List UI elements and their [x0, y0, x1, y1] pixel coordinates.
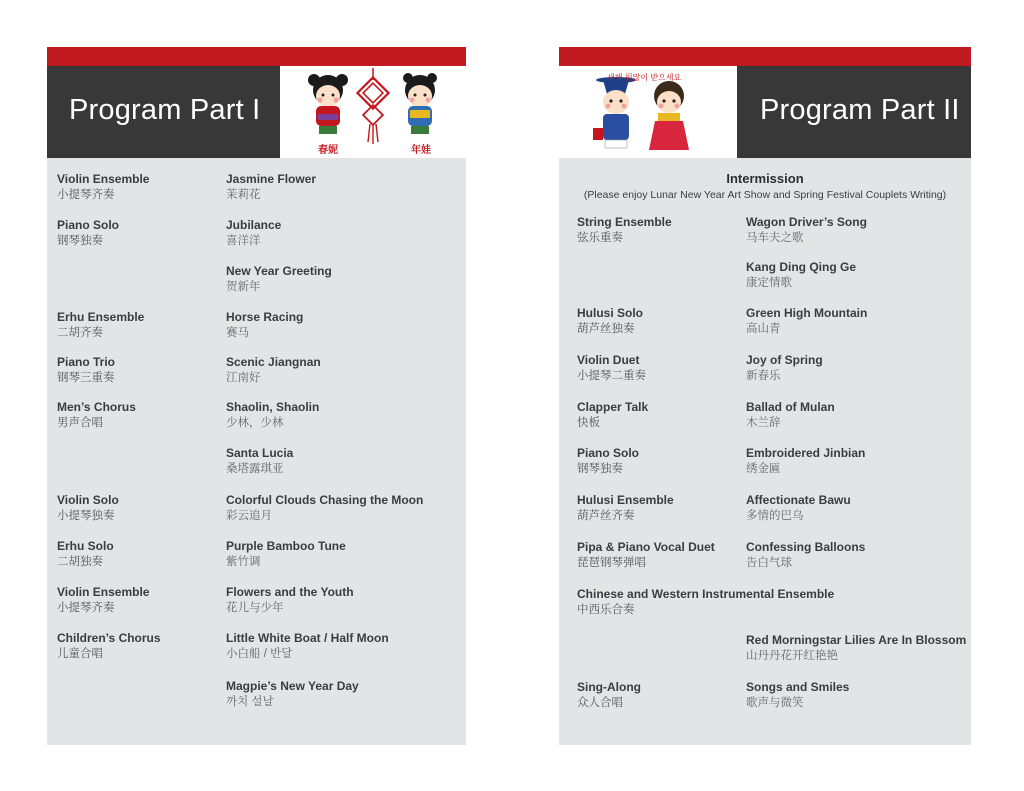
item-title-chinese: 中西乐合奏 — [577, 604, 635, 616]
program-item — [577, 400, 648, 431]
item-title: Hulusi Ensemble — [577, 493, 674, 507]
item-title-chinese: 赛马 — [226, 327, 249, 339]
item-title: Horse Racing — [226, 310, 304, 324]
item-title-chinese: 木兰辞 — [746, 417, 781, 429]
program-item — [57, 631, 161, 662]
item-title: Santa Lucia — [226, 446, 294, 460]
item-title-chinese: 紫竹调 — [226, 556, 261, 568]
program-item — [57, 400, 136, 431]
art-caption-right: 年娃 — [411, 145, 431, 156]
program-item — [577, 680, 641, 711]
program-item — [226, 400, 319, 431]
item-title-chinese: 二胡独奏 — [57, 556, 103, 568]
item-title-chinese: 桑塔露琪亚 — [226, 463, 284, 475]
intermission-block — [559, 171, 971, 201]
item-title-chinese: 葫芦丝独奏 — [577, 323, 635, 335]
item-title: Violin Solo — [57, 493, 119, 507]
item-title-chinese: 男声合唱 — [57, 417, 103, 429]
program-item — [226, 264, 332, 295]
item-title-chinese: 钢琴三重奏 — [57, 372, 115, 384]
item-title: Little White Boat / Half Moon — [226, 631, 389, 645]
program-item — [226, 446, 293, 477]
program-item — [226, 493, 423, 524]
item-title: Colorful Clouds Chasing the Moon — [226, 493, 424, 507]
item-title-chinese: 马车夫之歌 — [746, 232, 804, 244]
program-item — [226, 355, 321, 386]
item-title-chinese: 小提琴齐奏 — [57, 602, 115, 614]
item-title-chinese: 贺新年 — [226, 281, 261, 293]
item-title-chinese: 까치 설날 — [226, 696, 274, 708]
item-title: Erhu Solo — [57, 539, 114, 553]
program-item — [226, 310, 303, 341]
art-greeting-caption: 새해 福많이 받으세요 — [607, 73, 682, 82]
item-title-chinese: 花儿与少年 — [226, 602, 284, 614]
item-title-chinese: 弦乐重奏 — [577, 232, 623, 244]
item-title-chinese: 快板 — [577, 417, 600, 429]
item-title: Piano Solo — [577, 446, 640, 460]
item-title: Erhu Ensemble — [57, 310, 145, 324]
item-title: Green High Mountain — [746, 306, 868, 320]
program-item — [577, 446, 639, 477]
program-item — [57, 585, 149, 616]
item-title: String Ensemble — [577, 215, 672, 229]
new-year-kids-illustration — [280, 66, 466, 158]
item-title: Kang Ding Qing Ge — [746, 260, 856, 274]
program-item — [746, 353, 823, 384]
item-title: Embroidered Jinbian — [746, 446, 866, 460]
program-item — [226, 585, 354, 616]
program-item — [746, 493, 851, 524]
program-item — [746, 306, 867, 337]
item-title-chinese: 葫芦丝齐奏 — [577, 510, 635, 522]
kids-and-knot-icon — [280, 66, 466, 158]
item-title-chinese: 新春乐 — [746, 370, 781, 382]
program-item — [226, 539, 346, 570]
item-title-chinese: 小提琴独奏 — [57, 510, 115, 522]
item-title: Violin Ensemble — [57, 172, 150, 186]
page-title: Program Part I — [69, 94, 261, 126]
item-title-chinese: 彩云追月 — [226, 510, 272, 522]
program-item — [746, 446, 865, 477]
program-item — [746, 540, 865, 571]
item-title: Violin Duet — [577, 353, 640, 367]
item-title-chinese: 小提琴齐奏 — [57, 189, 115, 201]
top-red-bar — [559, 47, 971, 66]
item-title: Red Morningstar Lilies Are In Blossom — [746, 633, 967, 647]
art-caption-left: 春妮 — [318, 145, 338, 156]
item-title-chinese: 高山青 — [746, 323, 781, 335]
item-title-chinese: 少林，少林 — [226, 417, 284, 429]
program-item — [57, 218, 119, 249]
item-title: Piano Solo — [57, 218, 120, 232]
item-title: Wagon Driver’s Song — [746, 215, 867, 229]
program-item — [577, 215, 672, 246]
item-title: Hulusi Solo — [577, 306, 643, 320]
program-item — [746, 215, 867, 246]
item-title-chinese: 多情的巴乌 — [746, 510, 804, 522]
program-item — [577, 587, 834, 618]
item-title-chinese: 绣金匾 — [746, 463, 781, 475]
item-title: Piano Trio — [57, 355, 116, 369]
item-title: Men’s Chorus — [57, 400, 136, 414]
item-title: Confessing Balloons — [746, 540, 866, 554]
item-title: Jasmine Flower — [226, 172, 317, 186]
program-item — [57, 493, 119, 524]
item-title: Chinese and Western Instrumental Ensemble — [577, 587, 835, 601]
program-part-2-panel — [559, 47, 971, 745]
item-title-chinese: 茉莉花 — [226, 189, 261, 201]
item-title-chinese: 二胡齐奏 — [57, 327, 103, 339]
item-title: Purple Bamboo Tune — [226, 539, 346, 553]
item-title: Children’s Chorus — [57, 631, 161, 645]
korean-kids-illustration — [559, 66, 737, 158]
program-item — [577, 540, 715, 571]
program-item — [226, 679, 359, 710]
item-title-chinese: 小提琴二重奏 — [577, 370, 646, 382]
title-block — [737, 66, 971, 158]
item-title-chinese: 江南好 — [226, 372, 261, 384]
program-item — [57, 539, 114, 570]
item-title: Songs and Smiles — [746, 680, 850, 694]
item-title: Sing-Along — [577, 680, 641, 694]
item-title-chinese: 告白气球 — [746, 557, 792, 569]
item-title-chinese: 钢琴独奏 — [577, 463, 623, 475]
item-title: Scenic Jiangnan — [226, 355, 321, 369]
item-title: Clapper Talk — [577, 400, 649, 414]
program-part-1-panel — [47, 47, 466, 745]
item-title: Joy of Spring — [746, 353, 823, 367]
program-item — [226, 631, 389, 662]
item-title: Ballad of Mulan — [746, 400, 835, 414]
item-title-chinese: 儿童合唱 — [57, 648, 103, 660]
item-title: Pipa & Piano Vocal Duet — [577, 540, 715, 554]
item-title: Shaolin, Shaolin — [226, 400, 320, 414]
program-item — [57, 172, 149, 203]
program-item — [226, 172, 316, 203]
item-title-chinese: 歌声与微笑 — [746, 697, 804, 709]
program-item — [577, 306, 643, 337]
program-item — [746, 400, 835, 431]
program-item — [226, 218, 281, 249]
intermission-note: (Please enjoy Lunar New Year Art Show and Spring Festival Couplets Writing) — [583, 189, 947, 201]
item-title: Flowers and the Youth — [226, 585, 354, 599]
item-title: Affectionate Bawu — [746, 493, 851, 507]
program-item — [746, 633, 966, 664]
item-title: Violin Ensemble — [57, 585, 150, 599]
program-item — [57, 310, 144, 341]
program-item — [577, 353, 646, 384]
item-title: New Year Greeting — [226, 264, 332, 278]
item-title-chinese: 康定情歌 — [746, 277, 792, 289]
page-title: Program Part II — [760, 94, 960, 126]
item-title-chinese: 钢琴独奏 — [57, 235, 103, 247]
item-title-chinese: 琵琶钢琴弹唱 — [577, 557, 646, 569]
program-item — [746, 260, 856, 291]
item-title: Magpie’s New Year Day — [226, 679, 359, 693]
title-block — [47, 66, 280, 158]
program-item — [57, 355, 115, 386]
program-item — [746, 680, 849, 711]
top-red-bar — [47, 47, 466, 66]
item-title-chinese: 山丹丹花开红艳艳 — [746, 650, 838, 662]
item-title-chinese: 小白船 / 반달 — [226, 648, 293, 660]
intermission-title: Intermission — [726, 171, 804, 186]
item-title-chinese: 喜洋洋 — [226, 235, 261, 247]
program-item — [577, 493, 674, 524]
item-title-chinese: 众人合唱 — [577, 697, 623, 709]
item-title: Jubilance — [226, 218, 282, 232]
